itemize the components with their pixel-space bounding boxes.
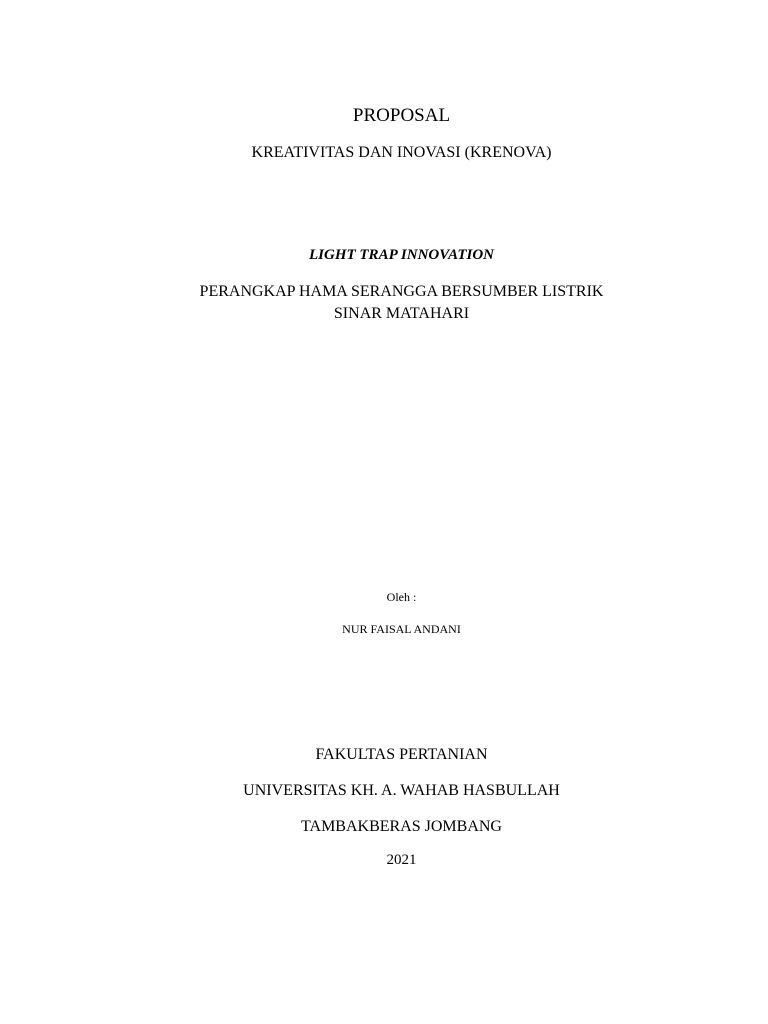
author-label: Oleh : [386, 590, 417, 604]
subtitle-line-1: PERANGKAP HAMA SERANGGA BERSUMBER LISTRIK [199, 283, 604, 300]
university-name: UNIVERSITAS KH. A. WAHAB HASBULLAH [243, 782, 560, 799]
program-title: KREATIVITAS DAN INOVASI (KRENOVA) [251, 144, 552, 161]
proposal-heading: PROPOSAL [352, 105, 451, 126]
faculty-name: FAKULTAS PERTANIAN [315, 746, 488, 763]
year-text: 2021 [386, 852, 417, 868]
innovation-title: LIGHT TRAP INNOVATION [308, 247, 494, 263]
location-text: TAMBAKBERAS JOMBANG [301, 818, 502, 835]
author-name: NUR FAISAL ANDANI [342, 622, 461, 636]
subtitle-line-2: SINAR MATAHARI [333, 305, 470, 322]
